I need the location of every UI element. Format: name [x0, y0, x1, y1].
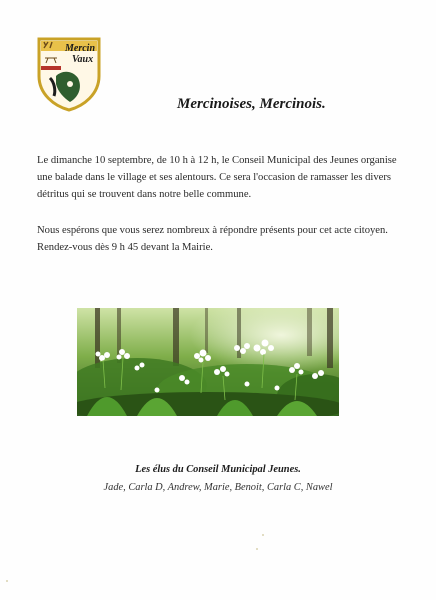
scan-speck	[262, 534, 264, 536]
forest-flowers-image	[77, 308, 339, 416]
announcement-paragraph	[37, 152, 397, 203]
greeting-heading: Mercinoises, Mercinois.	[177, 96, 326, 112]
village-crest-logo	[36, 36, 102, 112]
paragraph-line: Le dimanche 10 septembre, de 10 h à 12 h, le Conseil Municipal des Jeunes organise	[37, 155, 397, 166]
signature-title: Les élus du Conseil Municipal Jeunes.	[135, 464, 301, 475]
logo-text-line1: Mercin	[65, 43, 95, 54]
paragraph-line: une balade dans le village et ses alentours. Ce sera l'occasion de ramasser les divers	[37, 172, 392, 183]
logo-text-line2: Vaux	[72, 54, 94, 65]
paragraph-line: détritus qui se trouvent dans notre belle commune.	[37, 189, 252, 200]
invitation-paragraph	[37, 222, 388, 256]
crest-icon	[36, 36, 102, 112]
scan-speck	[6, 580, 8, 582]
scan-speck	[256, 548, 258, 550]
paragraph-line: Nous espérons que vous serez nombreux à répondre présents pour cet acte citoyen.	[37, 225, 388, 236]
paragraph-line: Rendez-vous dès 9 h 45 devant la Mairie.	[37, 242, 213, 253]
wild-garlic-photo	[77, 308, 339, 416]
signature-names: Jade, Carla D, Andrew, Marie, Benoit, Carla C, Nawel	[103, 482, 333, 493]
